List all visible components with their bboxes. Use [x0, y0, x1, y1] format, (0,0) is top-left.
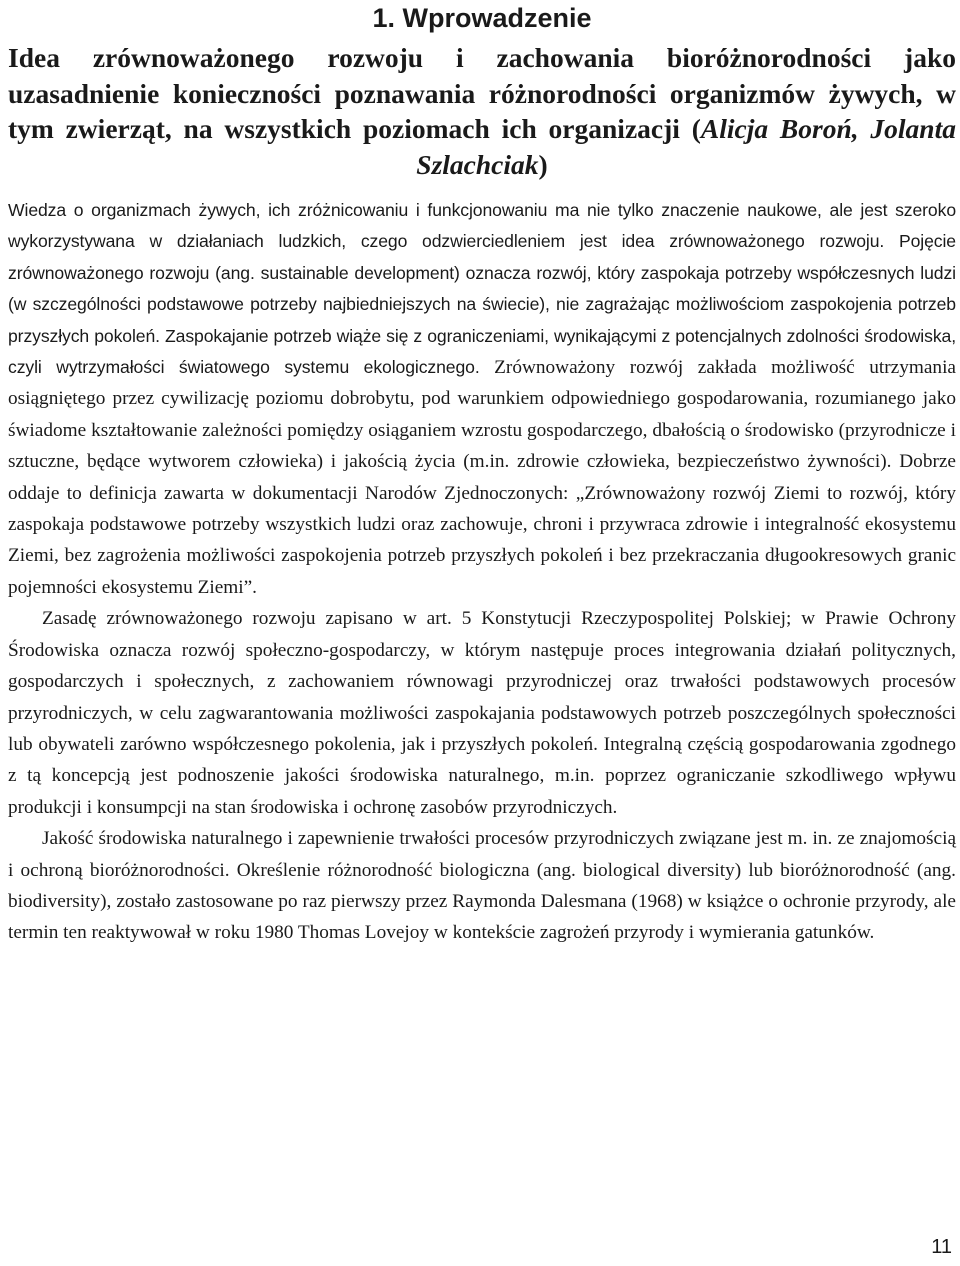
paragraph-1	[8, 195, 956, 603]
document-page	[8, 0, 956, 949]
page-number: 11	[931, 1236, 952, 1258]
paragraph-2: Zasadę zrównoważonego rozwoju zapisano w art. 5 Konstytucji Rzeczypospolitej Polskiej; w Prawie Ochrony Środowiska oznacza rozwój społeczno-gospodarczy, w którym następuje proces integrowania działań politycznych, gospodarczych i społecznych, z zachowaniem równowagi przyrodniczej oraz trwałości podstawowych procesów przyrodniczych, w celu zagwarantowania możliwości zaspokajania podstawowych potrzeb poszczególnych społeczności lub obywateli zarówno współczesnego pokolenia, jak i przyszłych pokoleń. Integralną częścią gospodarowania zgodnego z tą koncepcją jest podnoszenie jakości środowiska naturalnego, m.in. poprzez ograniczanie szkodliwego wpływu produkcji i konsumpcji na stan środowiska i ochronę zasobów przyrodniczych.	[8, 608, 956, 818]
section-authors: Alicja Boroń, Jolanta Szlachciak	[416, 113, 956, 180]
paragraph-3: Jakość środowiska naturalnego i zapewnienie trwałości procesów przyrodniczych związane jest m. in. ze znajomością i ochroną bioróżnorodności. Określenie różnorodność biologiczna (ang. biological diversity) lub bioróżnorodność (ang. biodiversity), zostało zastosowane po raz pierwszy przez Raymonda Dalesmana (1968) w książce o ochronie przyrody, ale termin ten reaktywował w roku 1980 Thomas Lovejoy w kontekście zagrożeń przyrody i wymierania gatunków.	[8, 828, 956, 944]
section-title-text: Idea zrównoważonego rozwoju i zachowania bioróżnorodności jako uzasadnienie konieczności poznawania różnorodności organizmów żywych, w tym zwierząt, na wszystkich poziomach ich organizacji (	[8, 42, 956, 144]
paragraph-1-serif-part: Zrównoważony rozwój zakłada możliwość utrzymania osiągniętego przez cywilizację poziomu dobrobytu, pod warunkiem odpowiedniego gospodarowania, rozumianego jako świadome kształtowanie zależności pomiędzy osiąganiem wzrostu gospodarczego, dbałością o środowisko (przyrodnicze i sztuczne, będące wytworem człowieka) i jakością życia (m.in. zdrowie człowieka, bezpieczeństwo żywności). Dobrze oddaje to definicja zawarta w dokumentacji Narodów Zjednoczonych: „Zrównoważony rozwój Ziemi to rozwój, który zaspokaja podstawowe potrzeby wszystkich ludzi oraz zachowuje, chroni i przywraca zdrowie i integralność ekosystemu Ziemi, bez zagrożenia możliwości zaspokojenia potrzeb przyszłych pokoleń i bez przekraczania długookresowych granic pojemności ekosystemu Ziemi”.	[8, 357, 956, 598]
section-title	[8, 40, 956, 182]
section-title-close: )	[538, 148, 548, 180]
body-text	[8, 195, 956, 949]
paragraph-1-sans-part: Wiedza o organizmach żywych, ich zróżnicowaniu i funkcjonowaniu ma nie tylko znaczenie naukowe, ale jest szeroko wykorzystywana w działaniach ludzkich, czego odzwierciedleniem jest idea zrównoważonego rozwoju. Pojęcie zrównoważonego rozwoju (ang. sustainable development) oznacza rozwój, który zaspokaja potrzeby współczesnych ludzi (w szczególności podstawowe potrzeby najbiedniejszych na świecie), nie zagrażając możliwościom zaspokojenia potrzeb przyszłych pokoleń. Zaspokajanie potrzeb wiąże się z ograniczeniami, wynikającymi z potencjalnych zdolności środowiska, czyli wytrzymałości światowego systemu ekologicznego.	[8, 200, 956, 378]
chapter-title: 1. Wprowadzenie	[372, 3, 592, 33]
